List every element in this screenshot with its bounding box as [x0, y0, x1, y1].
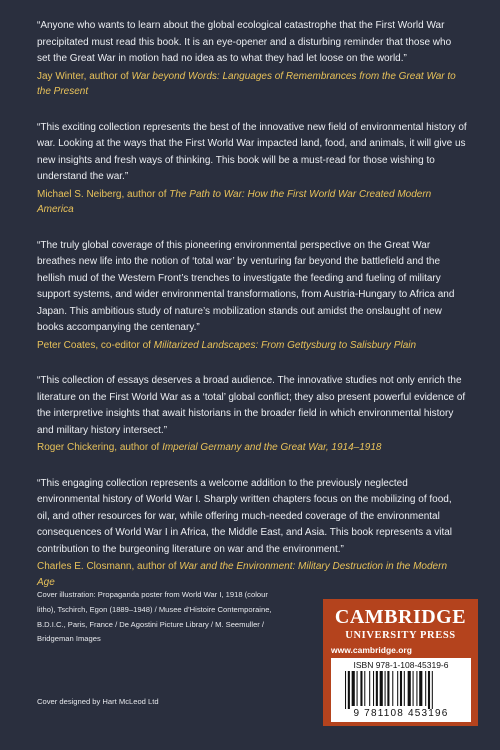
- publisher-block: [323, 599, 478, 726]
- review-quote: “The truly global coverage of this pioneering environmental perspective on the Great War breathes new life into the notion of ‘total war’ by venturing far beyond the battlefield and the hellish mud of the Western Front’s trenches to investigate the feeding and fueling of military support systems, and wider environmental transformations, from Austria-Hungary to Africa and Japan. This ambitious study of nature’s mobilization stands out amidst the onslaught of new books accompanying the centenary.”: [37, 239, 455, 333]
- review-author: Peter Coates, co-editor of: [37, 339, 154, 351]
- review-quote: “This collection of essays deserves a broad audience. The innovative studies not only enrich the literature on the First World War as a ‘total’ global conflict; they also present powerful evidence of the interpretive insights that await historians in the broader field in which environmental history and military history intersect.”: [37, 375, 466, 436]
- cover-illustration-credit: Cover illustration: Propaganda poster from World War I, 1918 (colour litho), Tschirch, Egon (1889–1948) / Musee d’Histoire Contemporaine, B.D.I.C., Paris, France / De Agostini Picture Library / M. Seemuller / Bridgeman Images: [37, 590, 272, 644]
- review-work-title: Imperial Germany and the Great War, 1914–1918: [162, 442, 382, 453]
- publisher-press: UNIVERSITY PRESS: [345, 630, 456, 641]
- review-work-title: The Path to War: How the First World War Created Modern America: [37, 188, 432, 215]
- review-2: [37, 120, 467, 218]
- review-author: Charles E. Closmann, author of: [37, 561, 180, 572]
- publisher-name: CAMBRIDGE: [334, 606, 467, 628]
- reviews-list: [37, 18, 467, 610]
- review-attribution: [37, 559, 467, 590]
- review-work-title: War beyond Words: Languages of Remembrances from the Great War to the Present: [37, 70, 456, 97]
- review-attribution: [37, 187, 467, 218]
- barcode-digits: 9 781108 453196: [353, 708, 449, 719]
- review-attribution: [37, 440, 467, 456]
- publisher-url: www.cambridge.org: [331, 645, 412, 655]
- review-author: Roger Chickering, author of: [37, 442, 163, 453]
- review-author: Jay Winter, author of: [37, 70, 132, 82]
- review-4: [37, 373, 467, 456]
- isbn-label: ISBN 978-1-108-45319-6: [353, 660, 449, 670]
- review-1: [37, 18, 467, 100]
- review-attribution: [37, 338, 467, 354]
- review-quote: “This engaging collection represents a welcome addition to the previously neglected environmental history of World War I. Sharply written chapters focus on the mobilizing of food, oil, and other resources for war, while offering much-needed coverage of the environmental consequences of World War I in Africa, the Middle East, and Asia. This book represents a vital contribution to the burgeoning literature on war and the environment.”: [37, 477, 453, 555]
- review-5: [37, 476, 467, 591]
- review-work-title: Militarized Landscapes: From Gettysburg to Salisbury Plain: [153, 339, 417, 351]
- review-author: Michael S. Neiberg, author of: [37, 188, 170, 200]
- review-quote: “Anyone who wants to learn about the global ecological catastrophe that the First World War precipitated must read this book. It is an eye-opener and a disturbing reminder that those who set the Great War in motion had no idea as to what they had let loose on the world.”: [37, 20, 452, 64]
- barcode-icon: [331, 658, 471, 710]
- review-work-title: War and the Environment: Military Destruction in the Modern Age: [37, 561, 448, 588]
- review-3: [37, 238, 467, 354]
- barcode-panel: [331, 658, 471, 722]
- review-quote: “This exciting collection represents the best of the innovative new field of environmental history of war. Looking at the ways that the First World War impacted land, food, and animals, it will give us new insights and fresh ways of thinking. This book will be a must-read for those wishing to understand the war.”: [37, 121, 467, 182]
- review-attribution: [37, 69, 467, 100]
- cover-designer-credit: Cover designed by Hart McLeod Ltd: [37, 697, 159, 706]
